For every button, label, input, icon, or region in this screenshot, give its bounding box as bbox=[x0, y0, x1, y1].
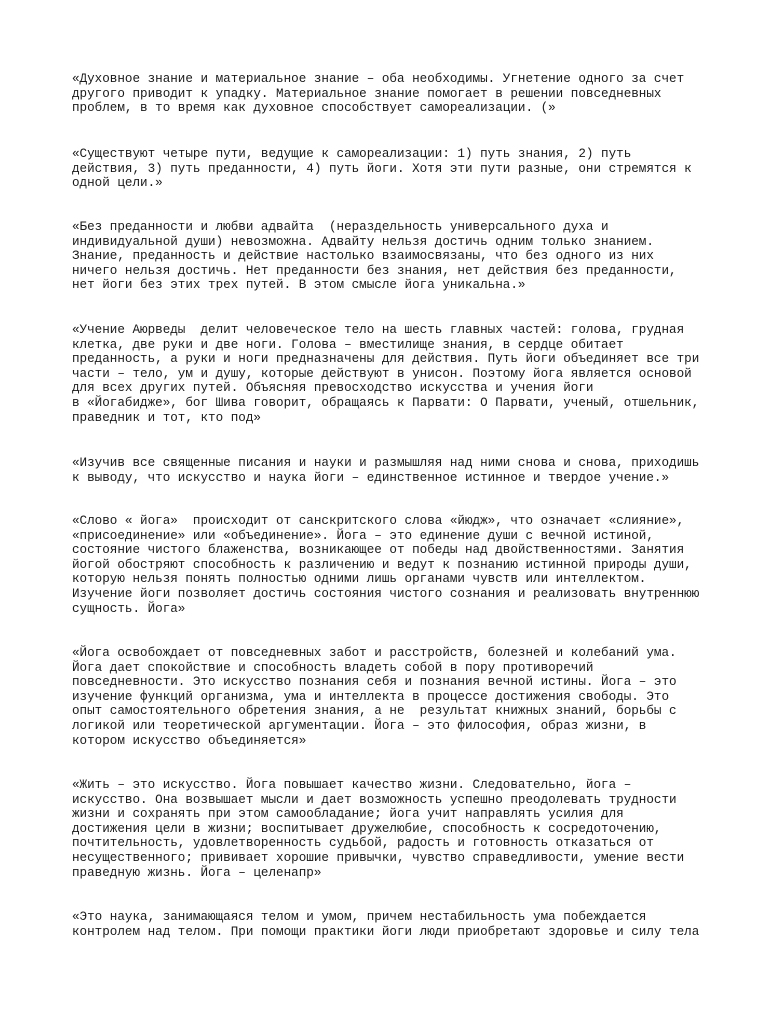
text-line: изучение функций организма, ума и интеллекта в процессе достижения свободы. Это bbox=[72, 689, 670, 704]
text-line: Изучение йоги позволяет достичь состояния чистого сознания и реализовать внутреннюю bbox=[72, 586, 700, 601]
text-line: опыт самостоятельного обретения знания, а не результат книжных знаний, борьбы с bbox=[72, 704, 677, 719]
text-line: йогой обостряют способность к различению и ведут к познанию истинной природы души, bbox=[72, 557, 692, 572]
text-line: «Слово « йога» происходит от санскритского слова «йюдж», что означает «слияние», bbox=[72, 514, 685, 528]
text-line: действия, 3) путь преданности, 4) путь йоги. Хотя эти пути разные, они стремятся к bbox=[72, 161, 692, 176]
text-line: «присоединение» или «объединение». Йога – это единение души с вечной истиной, bbox=[72, 528, 654, 543]
text-line: ничего нельзя достичь. Нет преданности без знания, нет действия без преданности, bbox=[72, 263, 677, 278]
paragraph-5 bbox=[72, 456, 699, 485]
text-line: в «Йогабидже», бог Шива говорит, обращаясь к Парвати: О Парвати, ученый, отшельник, bbox=[72, 395, 700, 410]
text-line: несущественного; прививает хорошие привычки, чувство справедливости, умение вести bbox=[72, 850, 685, 865]
text-line: преданность, а руки и ноги предназначены для действия. Путь йоги объединяет все три bbox=[72, 352, 700, 367]
text-line: проблем, в то время как духовное способствует самореализации. (» bbox=[72, 101, 556, 116]
text-line: которую нельзя понять полностью одними лишь органами чувств или интеллектом. bbox=[72, 572, 647, 587]
text-line: «Духовное знание и материальное знание – оба необходимы. Угнетение одного за счет bbox=[72, 72, 685, 86]
paragraph-3 bbox=[72, 220, 677, 293]
paragraph-8 bbox=[72, 778, 684, 880]
text-line: Йога дает спокойствие и способность владеть собой в пору противоречий bbox=[72, 660, 594, 675]
text-line: одной цели.» bbox=[72, 176, 163, 191]
text-line: «Без преданности и любви адвайта (нераздельность универсального духа и bbox=[72, 220, 609, 234]
text-line: индивидуальной души) невозможна. Адвайту нельзя достичь одним только знанием. bbox=[72, 234, 654, 249]
paragraph-1 bbox=[72, 72, 684, 116]
text-line: нет йоги без этих трех путей. В этом смысле йога уникальна.» bbox=[72, 278, 526, 293]
text-line: повседневности. Это искусство познания себя и познания вечной истины. Йога – это bbox=[72, 675, 677, 690]
text-line: контролем над телом. При помощи практики йоги люди приобретают здоровье и силу тела bbox=[72, 924, 700, 939]
text-line: Знание, преданность и действие настолько взаимосвязаны, что без одного из них bbox=[72, 249, 654, 264]
text-line: другого приводит к упадку. Материальное знание помогает в решении повседневных bbox=[72, 86, 662, 101]
text-line: искусство. Она возвышает мысли и дает возможность успешно преодолевать трудности bbox=[72, 792, 677, 807]
text-line: для всех других путей. Объясняя превосходство искусства и учения йоги bbox=[72, 381, 594, 396]
text-line: сущность. Йога» bbox=[72, 601, 186, 616]
text-line: котором искусство объединяется» bbox=[72, 733, 307, 748]
text-line: достижения цели в жизни; воспитывает дружелюбие, способность к сосредоточению, bbox=[72, 821, 662, 836]
text-line: к выводу, что искусство и наука йоги – единственное истинное и твердое учение.» bbox=[72, 470, 670, 485]
text-line: «Йога освобождает от повседневных забот и расстройств, болезней и колебаний ума. bbox=[72, 646, 677, 660]
paragraph-7 bbox=[72, 646, 677, 748]
paragraph-2 bbox=[72, 147, 692, 191]
text-line: «Изучив все священные писания и науки и размышляя над ними снова и снова, приходишь bbox=[72, 456, 700, 470]
text-line: «Существуют четыре пути, ведущие к самореализации: 1) путь знания, 2) путь bbox=[72, 147, 632, 161]
text-line: праведник и тот, кто под» bbox=[72, 410, 261, 425]
text-line: «Учение Аюрведы делит человеческое тело на шесть главных частей: голова, грудная bbox=[72, 323, 685, 337]
text-line: логикой или теоретической аргументации. Йога – это философия, образ жизни, в bbox=[72, 718, 647, 733]
paragraph-4 bbox=[72, 323, 699, 425]
text-line: праведную жизнь. Йога – целенапр» bbox=[72, 865, 322, 880]
text-line: почтительность, удовлетворенность судьбой, радость и готовность отказаться от bbox=[72, 836, 654, 851]
text-line: «Это наука, занимающаяся телом и умом, причем нестабильность ума побеждается bbox=[72, 910, 647, 924]
text-line: части – тело, ум и душу, которые действуют в унисон. Поэтому йога является основой bbox=[72, 366, 692, 381]
text-line: состояние чистого блаженства, возникающее от победы над двойственностями. Занятия bbox=[72, 543, 685, 558]
paragraph-9 bbox=[72, 910, 699, 939]
text-line: жизни и сохранять при этом самообладание; йога учит направлять усилия для bbox=[72, 807, 624, 822]
text-line: клетка, две руки и две ноги. Голова – вместилище знания, в сердце обитает bbox=[72, 337, 624, 352]
paragraph-6 bbox=[72, 514, 699, 616]
text-line: «Жить – это искусство. Йога повышает качество жизни. Следовательно, йога – bbox=[72, 778, 632, 792]
